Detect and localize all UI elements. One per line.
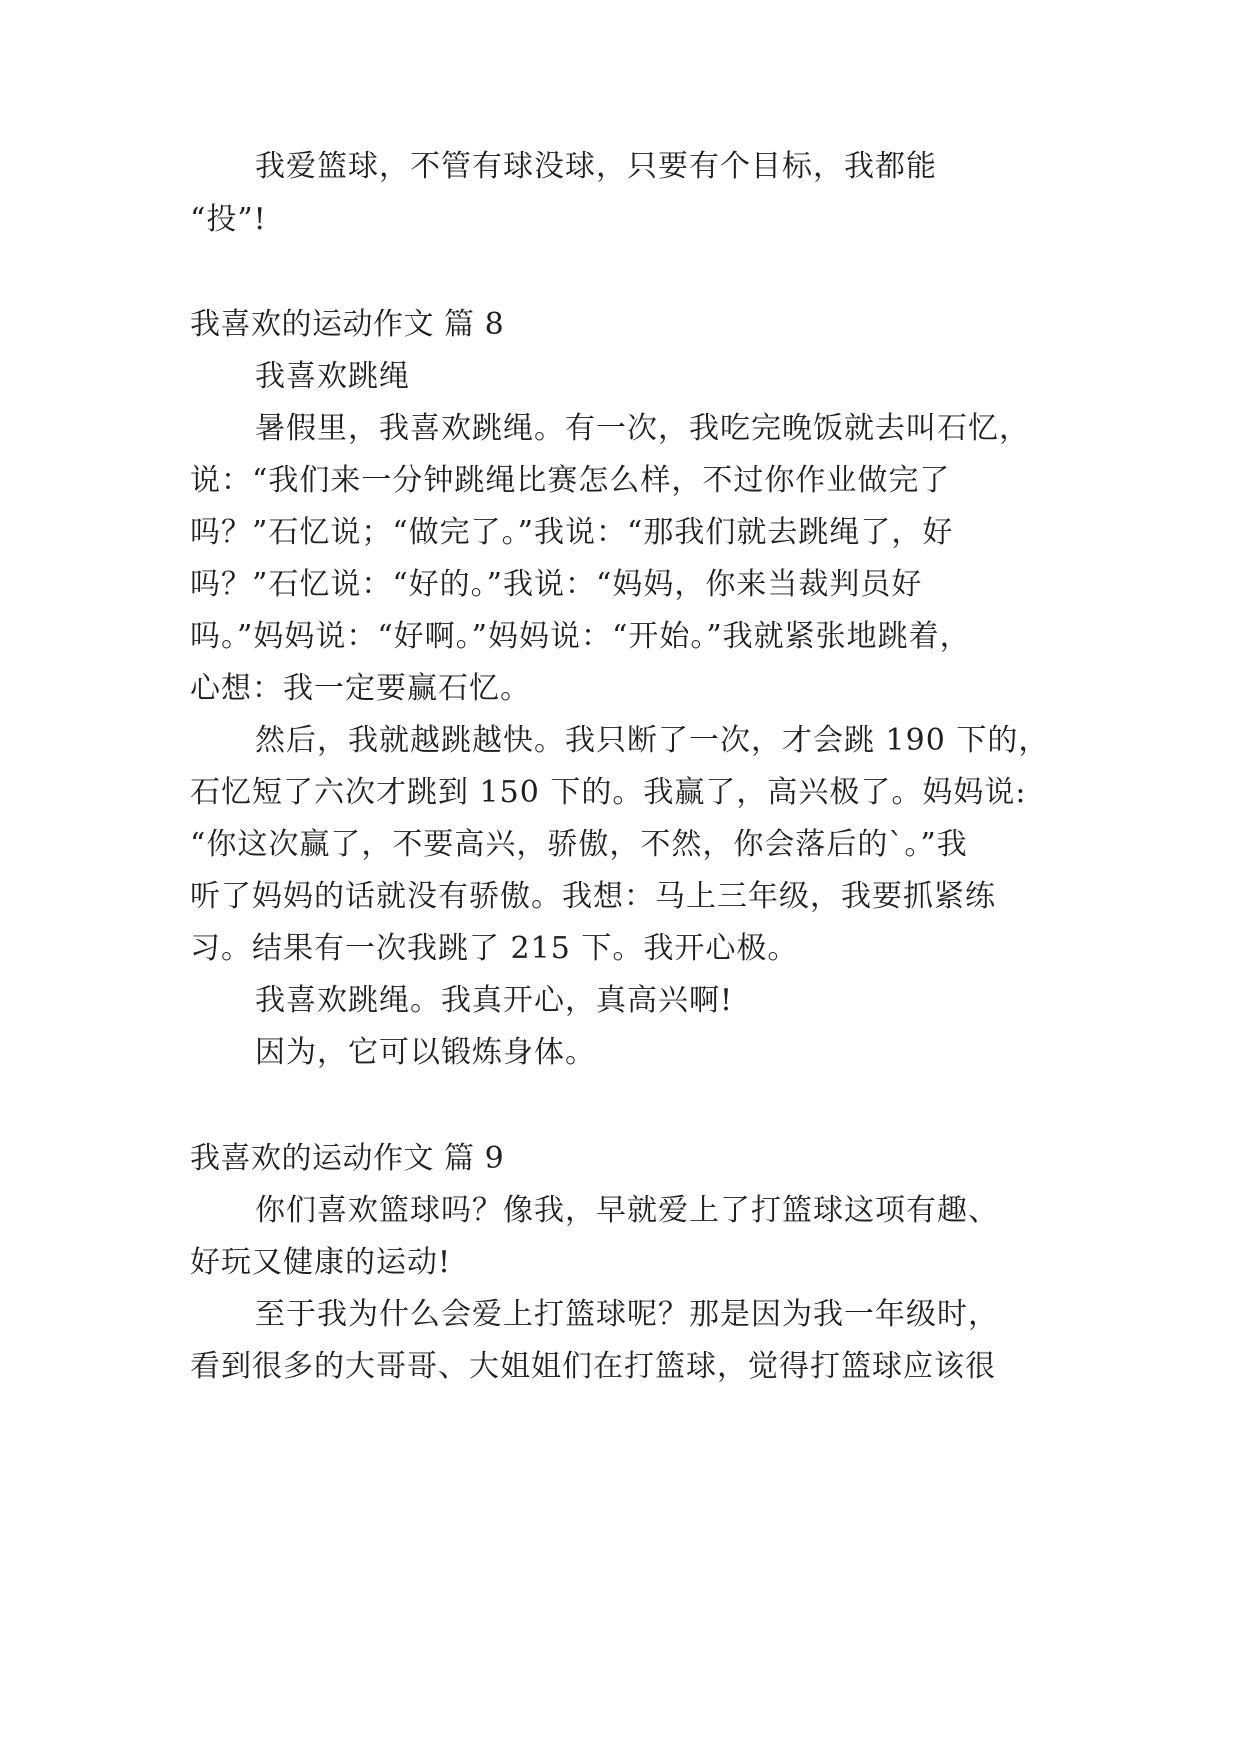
paragraph-line: 你们喜欢篮球吗？像我，早就爱上了打篮球这项有趣、	[255, 1193, 999, 1228]
paragraph-line: 因为，它可以锻炼身体。	[255, 1035, 596, 1070]
paragraph-line: 说：“我们来一分钟跳绳比赛怎么样，不过你作业做完了	[190, 463, 951, 498]
paragraph-line: 暑假里，我喜欢跳绳。有一次，我吃完晚饭就去叫石忆，	[255, 411, 1030, 446]
paragraph-line: 听了妈妈的话就没有骄傲。我想：马上三年级，我要抓紧练	[190, 879, 996, 914]
paragraph-line: 看到很多的大哥哥、大姐姐们在打篮球，觉得打篮球应该很	[190, 1349, 996, 1384]
paragraph-line: 吗？”石忆说：“好的。”我说：“妈妈，你来当裁判员好	[190, 567, 923, 602]
paragraph-line: 然后，我就越跳越快。我只断了一次，才会跳 190 下的，	[255, 723, 1050, 758]
paragraph-line: 至于我为什么会爱上打篮球呢？那是因为我一年级时，	[255, 1297, 999, 1332]
paragraph-line: 习。结果有一次我跳了 215 下。我开心极。	[190, 931, 799, 966]
paragraph-line: 石忆短了六次才跳到 150 下的。我赢了，高兴极了。妈妈说:	[190, 775, 1027, 810]
paragraph-line: 吗？”石忆说；“做完了。”我说：“那我们就去跳绳了，好	[190, 515, 954, 550]
paragraph-line: 我喜欢跳绳。我真开心，真高兴啊!	[255, 983, 734, 1018]
paragraph-line: 心想：我一定要赢石忆。	[190, 671, 531, 706]
paragraph-line: 吗。”妈妈说：“好啊。”妈妈说：“开始。”我就紧张地跳着，	[190, 619, 971, 654]
section-heading: 我喜欢的运动作文 篇 8	[190, 307, 505, 342]
paragraph-line: 我爱篮球，不管有球没球，只要有个目标，我都能	[255, 149, 937, 184]
paragraph-line: “你这次赢了，不要高兴，骄傲，不然，你会落后的`。”我	[190, 827, 968, 862]
paragraph-line: “投”!	[190, 202, 267, 237]
essay-title: 我喜欢跳绳	[255, 359, 410, 394]
paragraph-line: 好玩又健康的运动!	[190, 1245, 452, 1280]
section-heading: 我喜欢的运动作文 篇 9	[190, 1141, 505, 1176]
